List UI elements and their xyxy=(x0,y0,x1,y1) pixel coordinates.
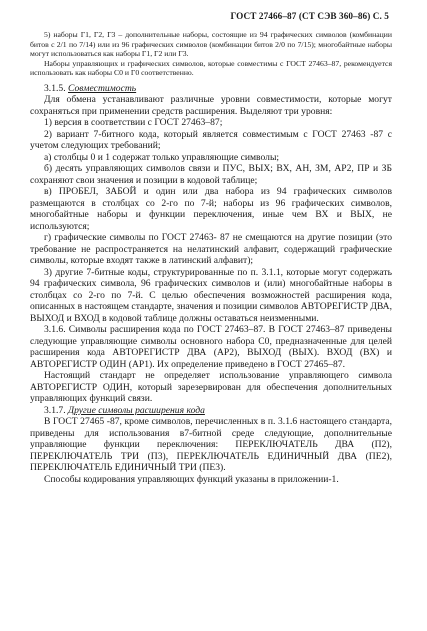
paragraph: в) ПРОБЕЛ, ЗАБОЙ и один или два набора из 94 графических символов размещаются в столбцах со 2-го по 7-й; наборы из 96 графических символов, многобайтные наборы и функции переключения, иные чем ВХ и ВЫХ, не используются; xyxy=(30,186,392,232)
note-paragraph: 5) наборы Г1, Г2, Г3 – дополнительные наборы, состоящие из 94 графических символов (комбинации битов с 2/1 по 7/14) или из 96 графических символов (комбинации битов 2/0 по 7/15); многобайтные наборы могут использоваться как наборы Г1, Г2 или Г3. xyxy=(30,30,392,59)
section-title: Другие символы расширения кода xyxy=(68,404,205,416)
paragraph: 2) вариант 7-битного кода, который является совместимым с ГОСТ 27463 -87 с учетом следующих требований; xyxy=(30,128,392,152)
paragraph: В ГОСТ 27465 -87, кроме символов, перечисленных в п. 3.1.6 настоящего стандарта, приведены для использования в7-битной среде следующие, дополнительные управляющие функции переключения: ПЕРЕКЛЮЧАТЕЛЬ ДВА (П2), ПЕРЕКЛЮЧАТЕЛЬ ТРИ (П3), ПЕРЕКЛЮЧАТЕЛЬ ЕДИНИЧНЫЙ ДВА (ПЕ2), ПЕРЕКЛЮЧАТЕЛЬ ЕДИНИЧНЫЙ ТРИ (ПЕ3). xyxy=(30,416,392,474)
paragraph: б) десять управляющих символов связи и ПУС, ВЫХ; ВХ, АН, ЗМ, АР2, ПР и ЗБ сохраняют свои значения и позиции в кодовой таблице; xyxy=(30,163,392,186)
main-text xyxy=(30,83,392,486)
section-title: Совместимость xyxy=(68,82,137,94)
paragraph: 3.1.6. Символы расширения кода по ГОСТ 27463–87. В ГОСТ 27463–87 приведены следующие управляющие символы основного набора С0, предназначенные для целей расширения кода АВТОРЕГИСТР ДВА (АР2), ВЫХОД (ВЫХ). ВХОД (ВХ) и АВТОРЕГИСТР ОДИН (АР1). Их определение приведено в ГОСТ 27465–87. xyxy=(30,324,392,370)
paragraph: 3) другие 7-битные коды, структурированные по п. 3.1.1, которые могут содержать 94 графических символа, 96 графических символов и (или) многобайтные наборы в столбцах со 2-го по 7-й. С целью обеспечения возможностей расширения кода, описанных в настоящем стандарте, значения и позиции символов АВТОРЕГИСТР ДВА, ВЫХОД и ВХОД в кодовой таблице должны оставаться неизменными. xyxy=(30,266,392,324)
paragraph: а) столбцы 0 и 1 содержат только управляющие символы; xyxy=(44,151,280,163)
section-heading xyxy=(30,83,392,95)
page-header: ГОСТ 27466–87 (СТ СЭВ 360–86) С. 5 xyxy=(230,11,389,21)
small-notes xyxy=(30,30,392,78)
paragraph: 1) версия в соответствии с ГОСТ 27463–87; xyxy=(44,117,223,129)
paragraph: Для обмена устанавливают различные уровни совместимости, которые могут сохраняться при применении средств расширения. Выделяют три уровня: xyxy=(30,94,392,117)
section-number: 3.1.5. xyxy=(44,82,66,94)
section-heading xyxy=(30,405,392,417)
paragraph: г) графические символы по ГОСТ 27463- 87 не смещаются на другие позиции (это требование не распространяется на нелатинский алфавит, содержащий графические символы, которые входят также в латинский алфавит); xyxy=(30,232,392,267)
note-paragraph: Наборы управляющих и графических символов, которые совместимы с ГОСТ 27463–87, рекомендуется использовать как наборы С0 и Г0 соответственно. xyxy=(30,58,392,78)
paragraph: Настоящий стандарт не определяет использование управляющего символа АВТОРЕГИСТР ОДИН, который зарезервирован для обеспечения дополнительных управляющих функций связи. xyxy=(30,370,392,405)
paragraph: Способы кодирования управляющих функций указаны в приложении-1. xyxy=(44,473,339,485)
page-content xyxy=(30,30,392,485)
section-number: 3.1.7. xyxy=(44,404,66,416)
